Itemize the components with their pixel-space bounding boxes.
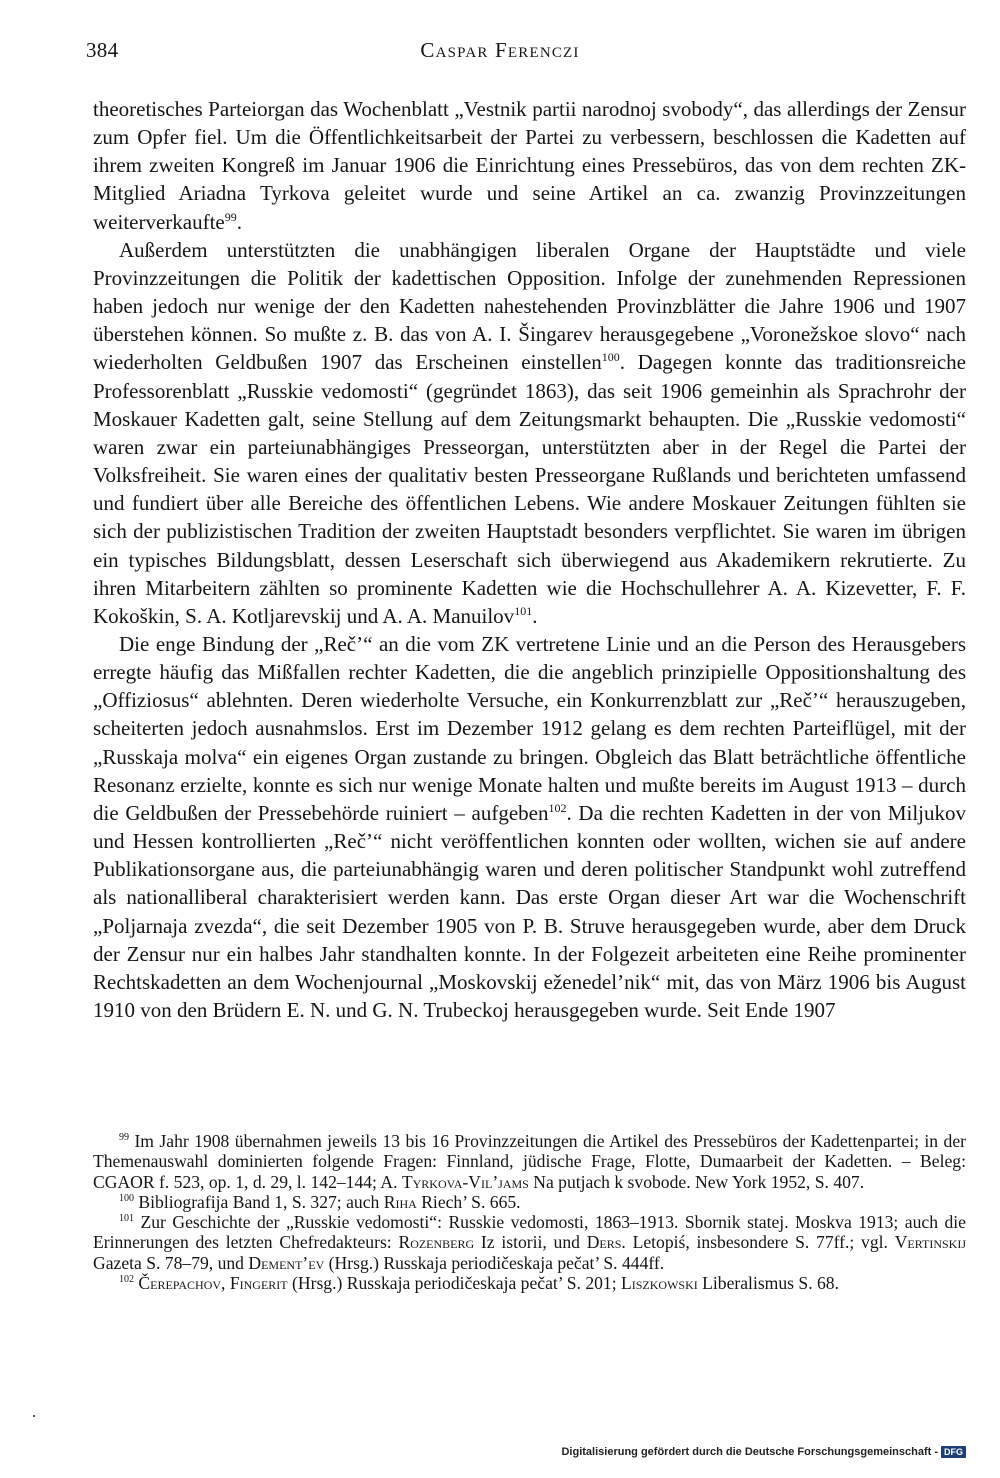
footnote-author: Ders. <box>586 1232 626 1253</box>
paragraph <box>93 236 966 630</box>
paragraph <box>93 95 966 236</box>
footnote-ref[interactable]: 100 <box>601 350 620 365</box>
footnote-number: 101 <box>119 1213 134 1225</box>
footnote-text: Na putjach k svobode. New York 1952, S. 407. <box>528 1171 865 1192</box>
footnote-number: 99 <box>119 1132 129 1143</box>
footnote-text: Iz istorii, und <box>474 1232 587 1253</box>
footnote-ref[interactable]: 102 <box>548 800 567 815</box>
footnote-text: (Hrsg.) Russkaja periodičeskaja pečat’ S. 201; <box>287 1273 621 1294</box>
footnote-text: , <box>221 1273 230 1294</box>
paragraph-text: Außerdem unterstützten die unabhängigen liberalen Organe der Hauptstädte und viele Provinzzeitungen die Politik der kadettischen Opposition. Infolge der zunehmenden Repressionen haben jedoch nur wenige der den Kadetten nahestehenden Provinzblätter die Jahre 1906 und 1907 überstehen können. So mußte z. B. das von A. I. Šingarev herausgegebene „Voronežskoe slovo“ nach wiederholten Geldbußen 1907 das Erscheinen einstellen <box>93 237 966 375</box>
scan-speck <box>33 1415 35 1417</box>
paragraph-text: Die enge Bindung der „Reč’“ an die vom ZK vertretene Linie und an die Person des Herausgebers erregte häufig das Mißfallen rechter Kadetten, die die angeblich prinzipielle Oppositionshaltung des „Offiziosus“ ablehnten. Deren wiederholte Versuche, ein Konkurrenzblatt zur „Reč’“ herauszugeben, scheiterten jedoch ausnahmslos. Erst im Dezember 1912 gelang es dem rechten Parteiflügel, mit der „Russkaja molva“ ein eigenes Organ zustande zu bringen. Obgleich das Blatt beträchtliche öffentliche Resonanz erzielte, konnte es sich nur wenige Monate halten und mußte bereits im August 1913 – durch die Geldbußen der Pressebehörde ruiniert – aufgeben <box>93 631 966 825</box>
footnote-text: (Hrsg.) Russkaja periodičeskaja pečat’ S. 444ff. <box>324 1252 665 1273</box>
footnote-author: Dement’ev <box>248 1252 325 1273</box>
footnote-author: Vertinskij <box>894 1232 967 1253</box>
footnote-text: Bibliografija Band 1, S. 327; auch <box>138 1191 384 1212</box>
paragraph-text: . <box>532 603 538 628</box>
paragraph <box>93 630 966 1024</box>
footnote-ref[interactable]: 99 <box>224 209 237 224</box>
dfg-logo: DFG <box>941 1446 966 1458</box>
footnote-author: Liszkowski <box>621 1273 698 1294</box>
footnote-text: Riech’ S. 665. <box>416 1191 521 1212</box>
paragraph-text: . Dagegen konnte das traditionsreiche Professorenblatt „Russkie vedomosti“ (gegründet 1863), das seit 1906 gemeinhin als Sprachrohr der Moskauer Kadetten galt, seine Stellung auf dem Zeitungsmarkt behaupten. Die „Russkie vedomosti“ waren zwar ein parteiunabhängiges Presseorgan, unterstützten aber in der Regel die Partei der Volksfreiheit. Sie waren eines der qualitativ besten Presseorgane Rußlands und berichteten umfassend und fundiert über alle Bereiche des öffentlichen Lebens. Wie andere Moskauer Zeitungen fühlten sie sich der publizistischen Tradition der zweiten Hauptstadt besonders verpflichtet. Sie waren im übrigen ein typisches Bildungsblatt, dessen Leserschaft sich überwiegend aus Akademikern rekrutierte. Zu ihren Mitarbeitern zählten so prominente Kadetten wie die Hochschullehrer A. A. Kizevetter, F. F. Kokoškin, S. A. Kotljarevskij und A. A. Manuilov <box>93 350 966 628</box>
footnote-number: 100 <box>119 1192 134 1204</box>
footnote-text: Im Jahr 1908 übernahmen jeweils 13 bis 16 Provinzzeitungen die Artikel des Pressebüros der Kadettenpartei; in der Themenauswahl dominierten folgende Fragen: Finnland, jüdische Frage, Flotte, Dumaarbeit der Kadetten. – Beleg: CGAOR f. 523, op. 1, d. 29, l. 142–144; A. <box>93 1131 966 1192</box>
footnote-text: Liberalismus S. 68. <box>697 1273 839 1294</box>
paragraph-text: . Da die rechten Kadetten in der von Miljukov und Hessen kontrollierten „Reč’“ nicht veröffentlichen konnten oder wollten, wichen sie auf andere Publikationsorgane aus, die parteiunabhängig waren und deren politischer Standpunkt wohl zutreffend als nationalliberal charakterisiert werden kann. Das erste Organ dieser Art war die Wochenschrift „Poljarnaja zvezda“, die seit Dezember 1905 von P. B. Struve herausgegeben wurde, aber dem Druck der Zensur nur ein halbes Jahr standhalten konnte. In der Folgezeit arbeiteten eine Reihe prominenter Rechtskadetten an dem Wochenjournal „Moskovskij eženedel’nik“ mit, das von März 1906 bis August 1910 von den Brüdern E. N. und G. N. Trubeckoj herausgegeben wurde. Seit Ende 1907 <box>93 800 966 1022</box>
footnote-author: Rozenberg <box>398 1232 475 1253</box>
footnote-text: Letopiś, insbesondere S. 77ff.; vgl. <box>625 1232 895 1253</box>
footnotes <box>93 1131 966 1293</box>
digitization-credit <box>561 1446 966 1458</box>
footnote-number: 102 <box>119 1274 134 1286</box>
main-text <box>93 95 966 1024</box>
paragraph-text: theoretisches Parteiorgan das Wochenblatt „Vestnik partii narodnoj svobody“, das allerdings der Zensur zum Opfer fiel. Um die Öffentlichkeitsarbeit der Partei zu verbessern, beschlossen die Kadetten auf ihrem zweiten Kongreß im Januar 1906 die Einrichtung eines Pressebüros, das von dem rechten ZK-Mitglied Ariadna Tyrkova geleitet wurde und seine Artikel an ca. zwanzig Provinzzeitungen weiterverkaufte <box>93 97 966 234</box>
footnote <box>93 1212 966 1273</box>
footnote <box>93 1131 966 1192</box>
footnote-author: Fingerit <box>229 1273 288 1294</box>
page-number: 384 <box>86 38 119 62</box>
footnote-author: Riha <box>383 1191 417 1212</box>
running-head: Caspar Ferenczi <box>420 38 580 62</box>
footnote-ref[interactable]: 101 <box>514 603 533 618</box>
footnote <box>93 1192 966 1212</box>
footnote-text: Zur Geschichte der „Russkie vedomosti“: Russkie vedomosti, 1863–1913. Sbornik statej. Moskva 1913; auch die Erinnerungen des letzten Chefredakteurs: <box>93 1212 966 1253</box>
footnote-text: Gazeta S. 78–79, und <box>93 1252 249 1273</box>
credit-text: Digitalisierung gefördert durch die Deutsche Forschungsgemeinschaft - <box>561 1446 938 1458</box>
paragraph-text: . <box>236 209 243 234</box>
footnote <box>93 1273 966 1293</box>
footnote-author: Tyrkova-Vil’jams <box>401 1171 529 1192</box>
footnote-author: Čerepachov <box>138 1273 222 1294</box>
